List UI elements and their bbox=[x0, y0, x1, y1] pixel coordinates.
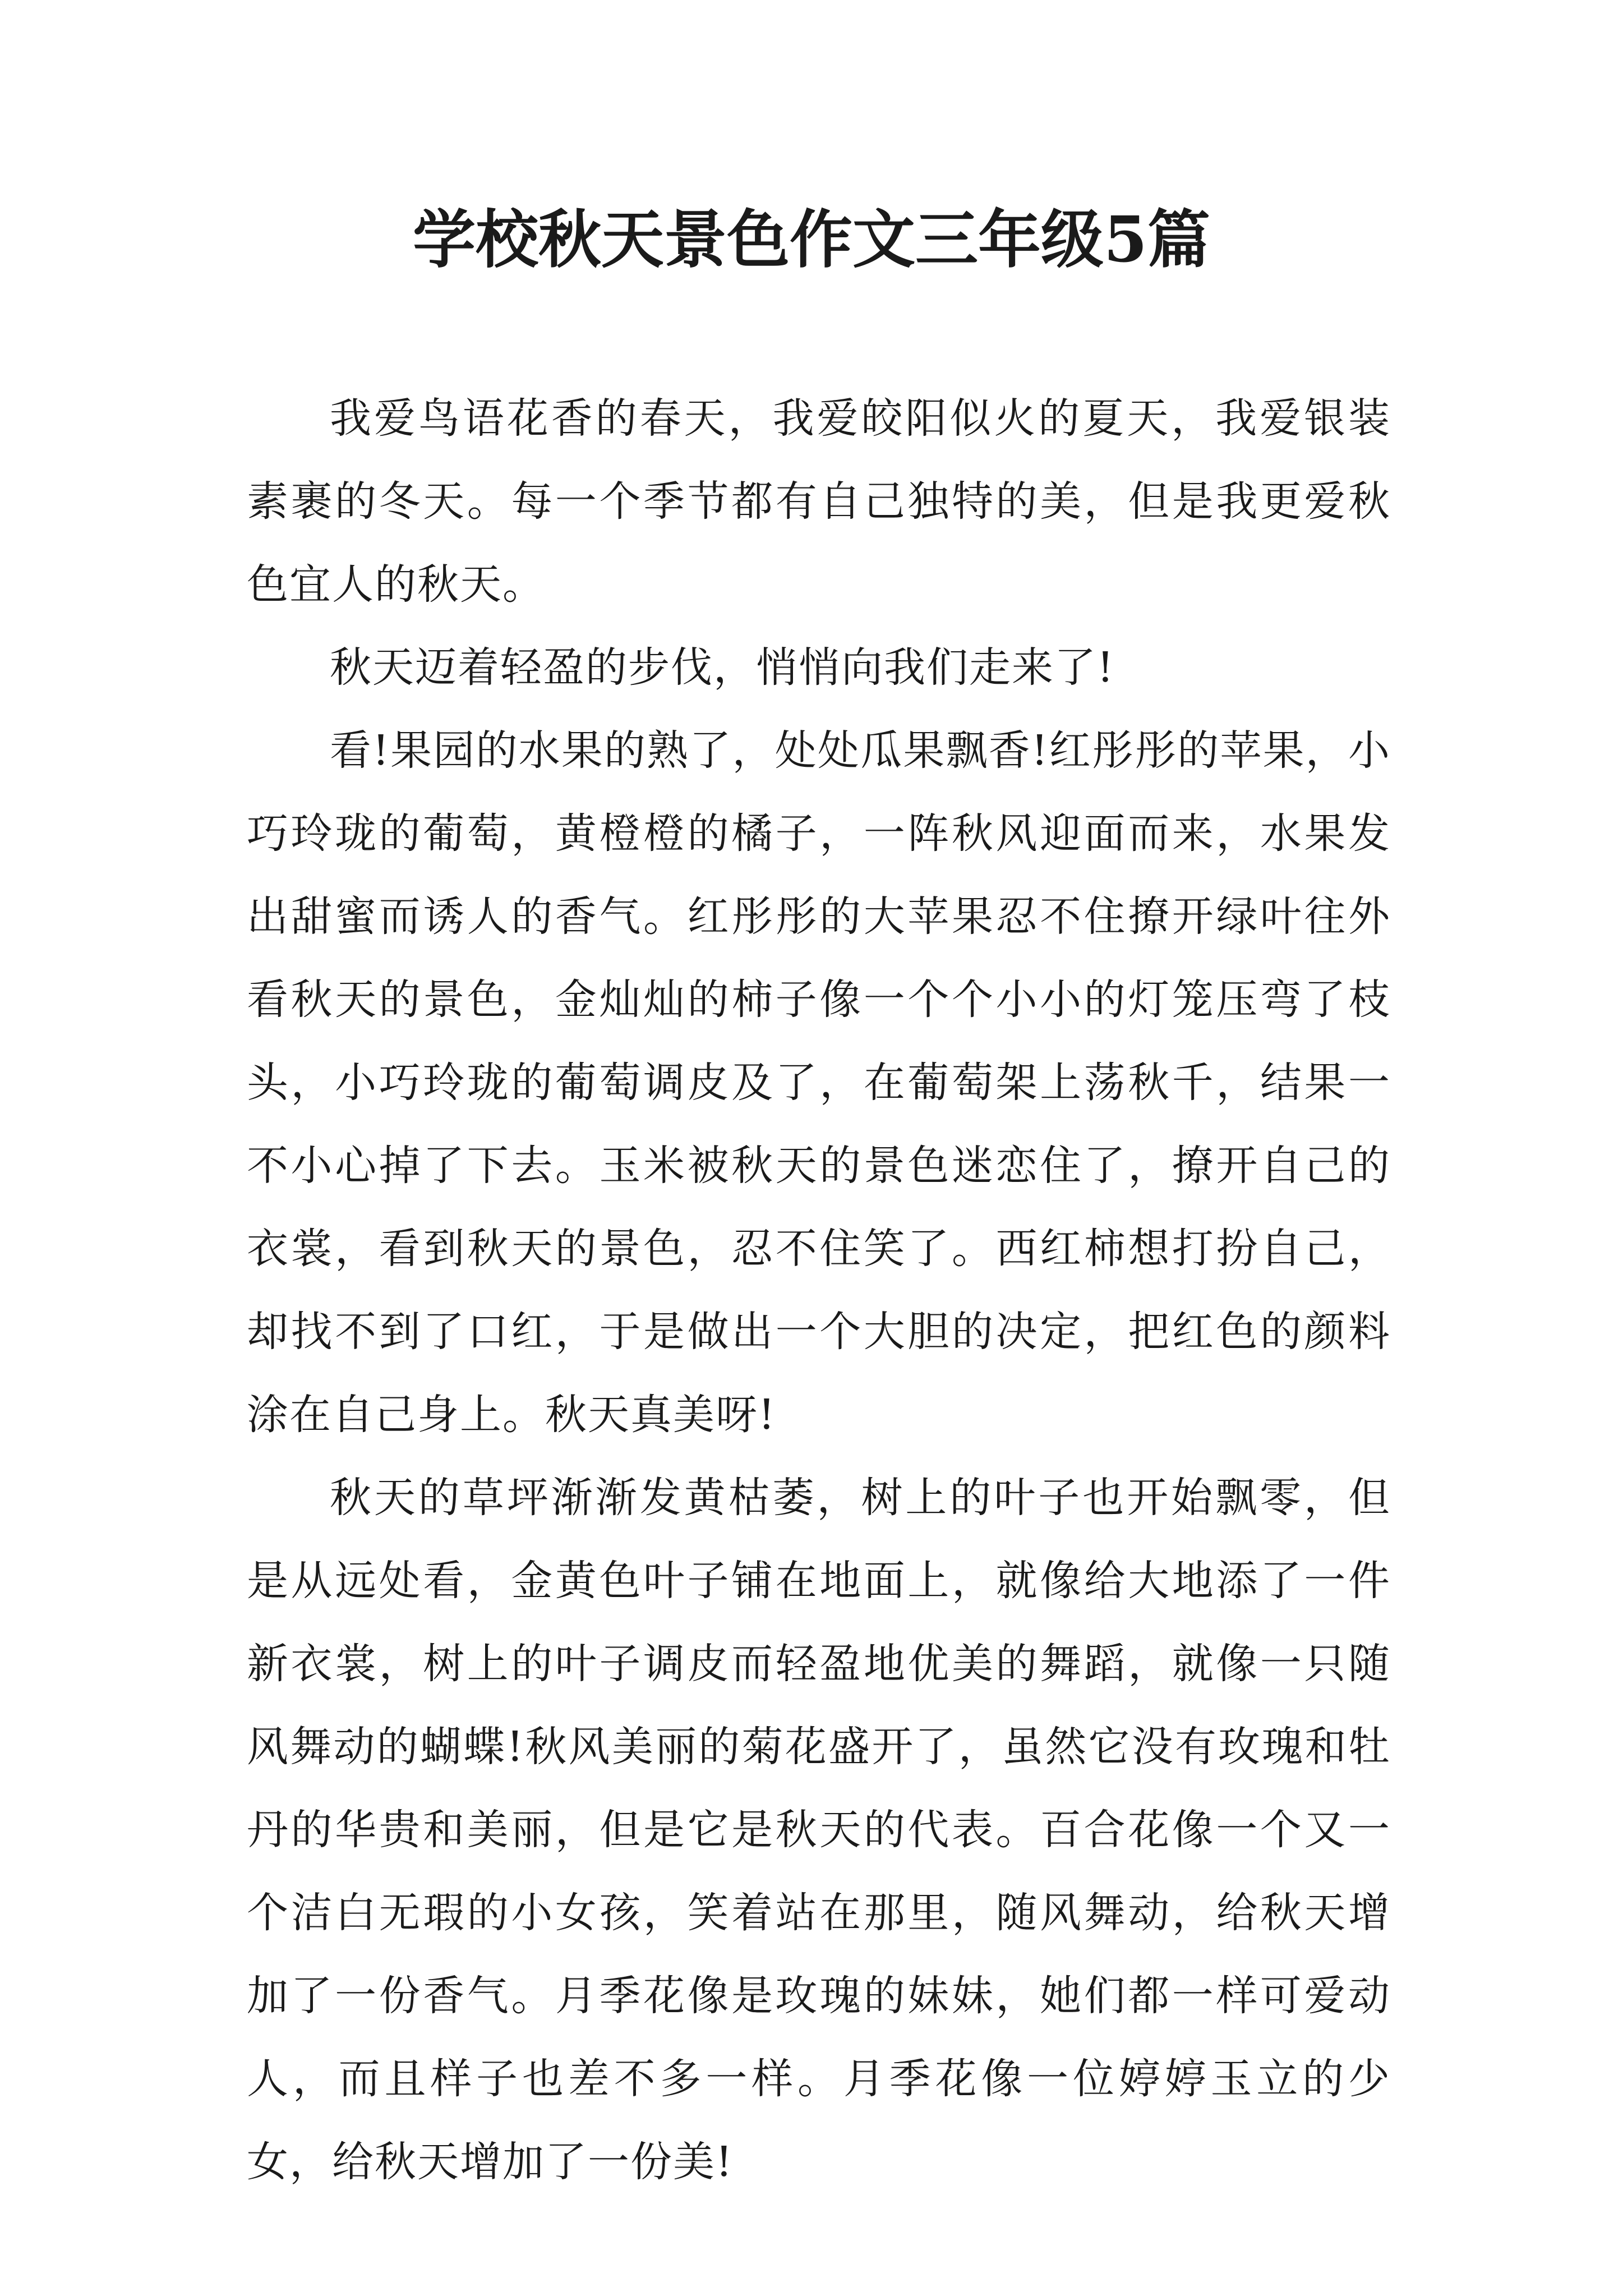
paragraph-3: 看!果园的水果的熟了，处处瓜果飘香!红彤彤的苹果，小巧玲珑的葡萄，黄橙橙的橘子，一阵秋风迎面而来，水果发出甜蜜而诱人的香气。红彤彤的大苹果忍不住撩开绿叶往外看秋天的景色，金灿灿的柿子像一个个小小的灯笼压弯了枝头，小巧玲珑的葡萄调皮及了，在葡萄架上荡秋千，结果一不小心掉了下去。玉米被秋天的景色迷恋住了，撩开自己的衣裳，看到秋天的景色，忍不住笑了。西红柿想打扮自己，却找不到了口红，于是做出一个大胆的决定，把红色的颜料涂在自己身上。秋天真美呀! bbox=[247, 726, 1391, 1439]
paragraph-1: 我爱鸟语花香的春天，我爱皎阳似火的夏天，我爱银装素裹的冬天。每一个季节都有自己独特的美，但是我更爱秋色宜人的秋天。 bbox=[247, 394, 1391, 609]
document-body bbox=[247, 377, 1391, 2203]
document-title: 学校秋天景色作文三年级5篇 bbox=[413, 203, 1210, 277]
paragraph-4: 秋天的草坪渐渐发黄枯萎，树上的叶子也开始飘零，但是从远处看，金黄色叶子铺在地面上，就像给大地添了一件新衣裳，树上的叶子调皮而轻盈地优美的舞蹈，就像一只随风舞动的蝴蝶!秋风美丽的菊花盛开了，虽然它没有玫瑰和牡丹的华贵和美丽，但是它是秋天的代表。百合花像一个又一个洁白无瑕的小女孩，笑着站在那里，随风舞动，给秋天增加了一份香气。月季花像是玫瑰的妹妹，她们都一样可爱动人，而且样子也差不多一样。月季花像一位婷婷玉立的少女，给秋天增加了一份美! bbox=[247, 1474, 1391, 2186]
paragraph-2: 秋天迈着轻盈的步伐，悄悄向我们走来了! bbox=[330, 643, 1115, 692]
